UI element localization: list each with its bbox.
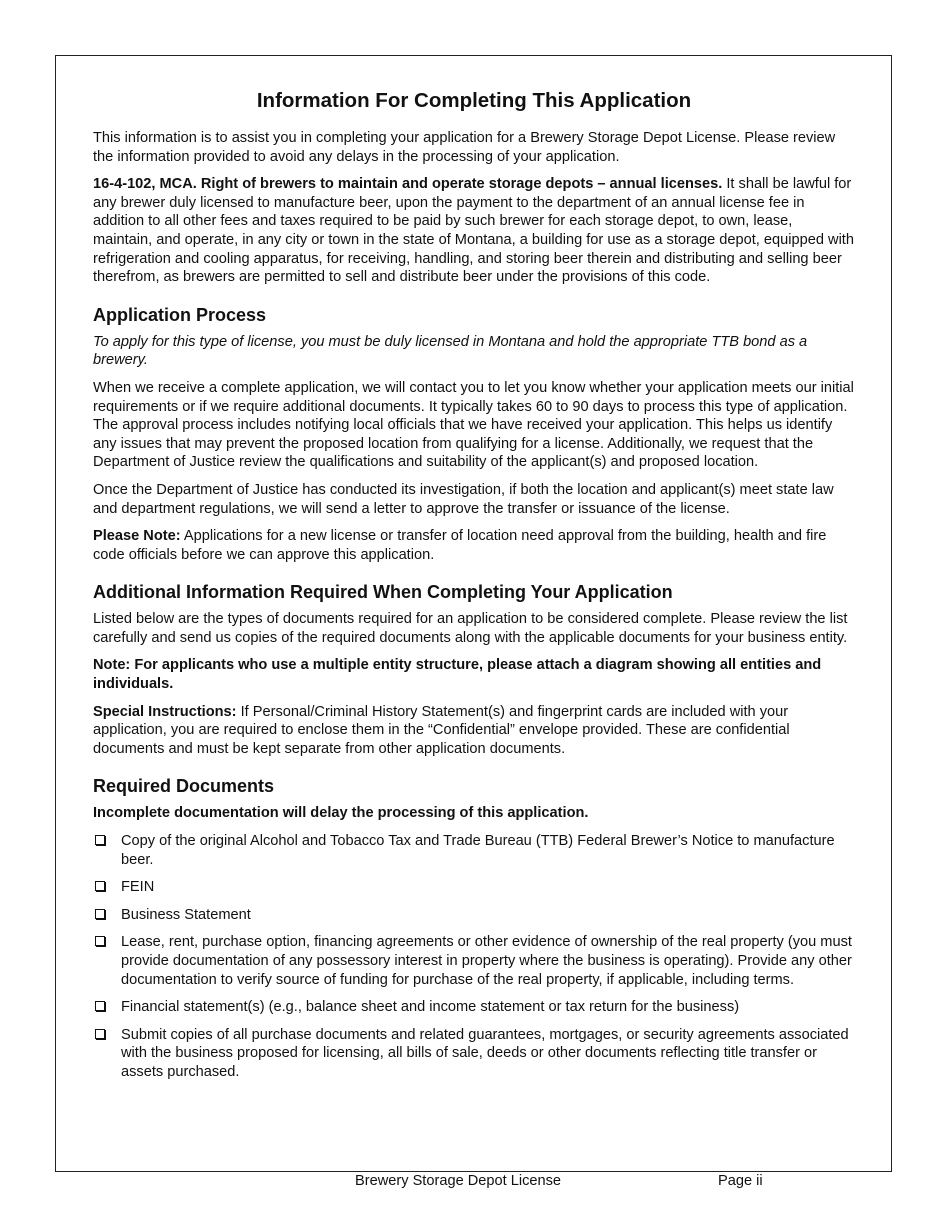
checkbox-icon[interactable] — [95, 909, 105, 919]
statute-text: It shall be lawful for any brewer duly licensed to manufacture beer, upon the payment to the department of an annual license fee in addition to all other fees and taxes required to be paid by such brewer for each storage depot, to own, lease, maintain, and operate, in any city or town in the state of Montana, a building for use as a storage depot, equipped with refrigeration and cooling apparatus, for receiving, handling, and storing beer therein and distributing and selling beer therefrom, as brewers are permitted to sell and distribute beer under the provisions of this code. — [93, 176, 854, 286]
eligibility-note: To apply for this type of license, you must be duly licensed in Montana and hold the appropriate TTB bond as a brewery. — [93, 333, 808, 369]
incomplete-documentation-warning: Incomplete documentation will delay the processing of this application. — [93, 805, 589, 822]
please-note-text: Applications for a new license or transfer of location need approval from the building, health and fire code officials before we can approve this application. — [93, 528, 827, 563]
checklist-item-business-statement — [93, 906, 855, 925]
process-paragraph-1: When we receive a complete application, we will contact you to let you know whether your application meets our initial requirements or if we require additional documents. It typically takes 60 to 90 days to process this type of application. The approval process includes notifying local officials that we have received your application. This helps us identify any issues that may prevent the proposed location from qualifying for a license. Additionally, we request that the Department of Justice review the qualifications and suitability of the applicant(s) and proposed location. — [93, 379, 854, 471]
page-title: Information For Completing This Application — [256, 89, 692, 112]
document-body — [93, 88, 855, 1091]
checkbox-icon[interactable] — [95, 881, 105, 891]
statute-paragraph — [93, 175, 855, 287]
multiple-entity-note: Note: For applicants who use a multiple entity structure, please attach a diagram showing all entities and individuals. — [93, 657, 822, 693]
page-number: Page ii — [718, 1173, 763, 1189]
checklist-item-text: Copy of the original Alcohol and Tobacco Tax and Trade Bureau (TTB) Federal Brewer’s Notice to manufacture beer. — [121, 833, 835, 868]
additional-info-heading: Additional Information Required When Completing Your Application — [93, 582, 673, 603]
checkbox-icon[interactable] — [95, 1029, 105, 1039]
checklist-item-text: Lease, rent, purchase option, financing agreements or other evidence of ownership of the real property (you must provide documentation of any possessory interest in property where the business is operating). Provide any other documentation to verify source of funding for purchase of the real property, if applicable, including terms. — [121, 934, 852, 988]
please-note-label: Please Note: — [93, 528, 181, 545]
special-instructions-text: If Personal/Criminal History Statement(s) and fingerprint cards are included with your application, you are required to enclose them in the “Confidential” envelope provided. These are confidential documents and must be kept separate from other application documents. — [93, 703, 790, 757]
intro-paragraph: This information is to assist you in completing your application for a Brewery Storage Depot License. Please review the information provided to avoid any delays in the processing of your application. — [93, 130, 836, 165]
checklist-item-purchase-documents — [93, 1026, 855, 1082]
page-footer — [0, 1173, 950, 1193]
checklist-item-financial-statements — [93, 998, 855, 1017]
checklist-item-lease — [93, 933, 855, 989]
process-paragraph-2: Once the Department of Justice has conducted its investigation, if both the location and applicant(s) meet state law and department regulations, we will send a letter to approve the transfer or issuance of the license. — [93, 481, 834, 517]
additional-info-paragraph: Listed below are the types of documents required for an application to be considered complete. Please review the list carefully and send us copies of the required documents along with the applicable documents for your business entity. — [93, 611, 848, 646]
checklist-item-text: FEIN — [121, 879, 155, 896]
required-documents-heading: Required Documents — [93, 776, 275, 797]
special-instructions-paragraph — [93, 703, 855, 759]
checkbox-icon[interactable] — [95, 936, 105, 946]
checklist-item-text: Financial statement(s) (e.g., balance sheet and income statement or tax return for the business) — [121, 999, 740, 1016]
checkbox-icon[interactable] — [95, 1001, 105, 1011]
checklist-item-text: Business Statement — [121, 906, 251, 923]
required-documents-checklist — [93, 832, 855, 1082]
footer-title: Brewery Storage Depot License — [355, 1173, 562, 1189]
statute-heading: 16-4-102, MCA. Right of brewers to maintain and operate storage depots – annual licenses. — [93, 176, 723, 193]
special-instructions-label: Special Instructions: — [93, 703, 237, 720]
please-note-paragraph — [93, 527, 855, 564]
checkbox-icon[interactable] — [95, 835, 105, 845]
application-process-heading: Application Process — [93, 304, 267, 325]
checklist-item-ttb-notice — [93, 832, 855, 869]
checklist-item-fein — [93, 878, 855, 897]
checklist-item-text: Submit copies of all purchase documents and related guarantees, mortgages, or security agreements associated with the business proposed for licensing, all bills of sale, deeds or other documents reflecting title transfer or assets purchased. — [121, 1026, 849, 1080]
